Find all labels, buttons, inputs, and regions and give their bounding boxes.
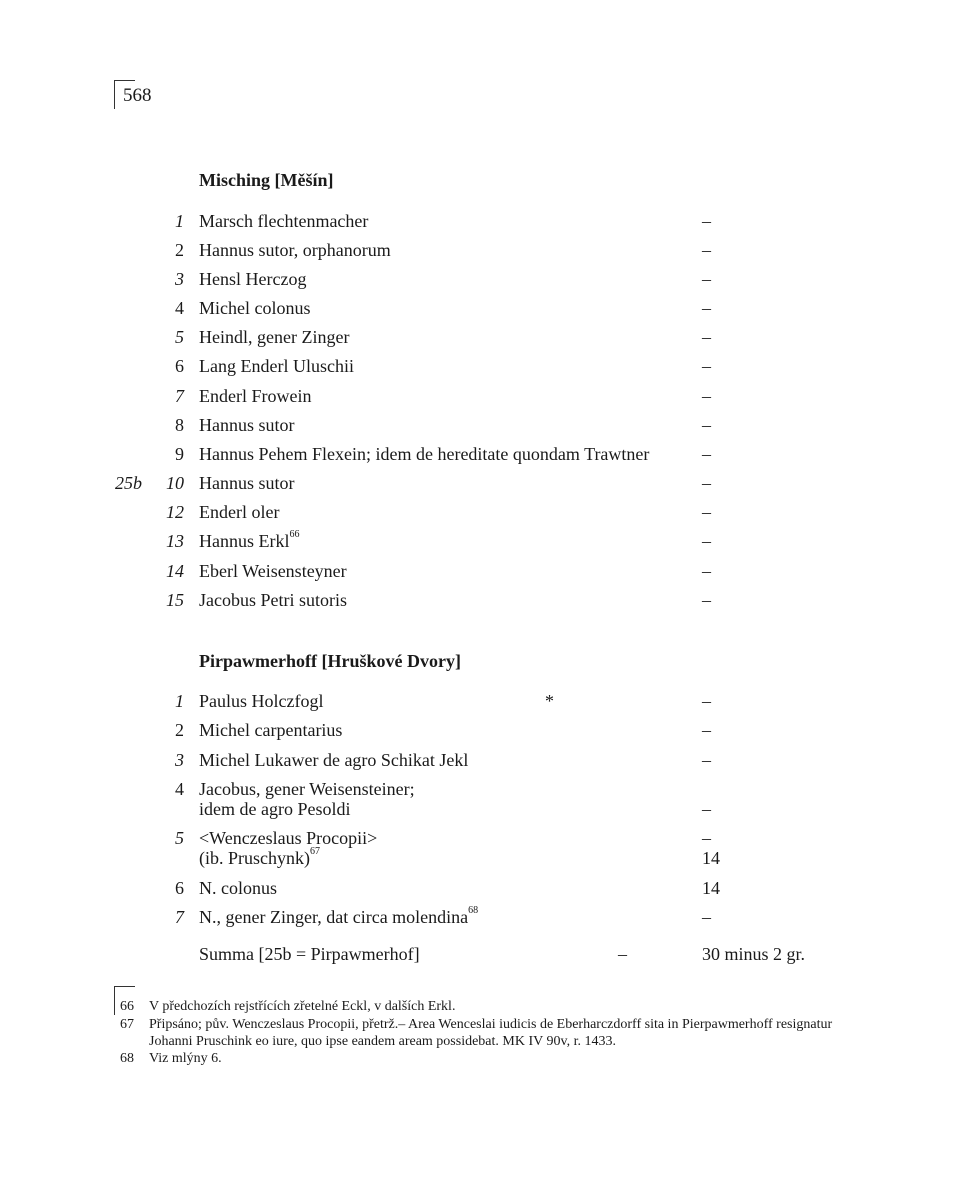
entry-name: Marsch flechtenmacher [199, 211, 369, 231]
footnote-number: 68 [120, 1051, 134, 1066]
entry-name: N. colonus [199, 878, 277, 898]
entry-name: Michel Lukawer de agro Schikat Jekl [199, 750, 469, 770]
entry-name: Hannus sutor, orphanorum [199, 240, 391, 260]
row-number: 5 [175, 327, 184, 347]
footnote-ref: 66 [289, 529, 300, 540]
entry-name: Enderl oler [199, 502, 280, 522]
summa-dash: – [618, 944, 627, 964]
entry-value: 14 [702, 878, 720, 898]
row-number: 6 [175, 356, 184, 376]
row-number: 15 [166, 590, 184, 610]
entry-value: – [702, 473, 711, 493]
footnote-text: Připsáno; pův. Wenczeslaus Procopii, přetrž.– Area Wenceslai iudicis de Eberharczdorff sita in Pierpawmerhoff resignatur Johanni Pruschink eo iure, quo ipse eandem aream possidebat. MK IV 90v, r. 1433. [149, 1017, 833, 1049]
row-number: 12 [166, 502, 184, 522]
row-number: 2 [175, 240, 184, 260]
entry-value: – [702, 750, 711, 770]
entry-name: Jacobus, gener Weisensteiner; [199, 779, 415, 799]
entry-name: Eberl Weisensteyner [199, 561, 347, 581]
summa-label: Summa [25b = Pirpawmerhof] [199, 944, 420, 964]
entry-value: – [702, 269, 711, 289]
entry-value: – [702, 799, 711, 819]
row-number: 8 [175, 415, 184, 435]
footnote-ref: 68 [468, 905, 479, 916]
entry-value: – [702, 531, 711, 551]
entry-value: – [702, 415, 711, 435]
entry-value: – [702, 590, 711, 610]
row-number: 3 [175, 269, 184, 289]
row-number: 10 [166, 473, 184, 493]
entry-name: Hannus sutor [199, 473, 295, 493]
row-number: 6 [175, 878, 184, 898]
entry-value: – [702, 691, 711, 711]
entry-continuation: idem de agro Pesoldi [199, 799, 351, 819]
row-number: 13 [166, 531, 184, 551]
entry-name: Hensl Herczog [199, 269, 307, 289]
footnote-text: V předchozích rejstřících zřetelné Eckl, v dalších Erkl. [149, 999, 456, 1014]
row-number: 1 [175, 691, 184, 711]
entry-value: – [702, 298, 711, 318]
entry-name: Heindl, gener Zinger [199, 327, 350, 347]
section-heading: Pirpawmerhoff [Hruškové Dvory] [199, 651, 461, 671]
entry-value: – [702, 211, 711, 231]
entry-value: – [702, 561, 711, 581]
summa-total: 30 minus 2 gr. [702, 944, 806, 964]
entry-name: Michel colonus [199, 298, 311, 318]
entry-value: – [702, 828, 711, 848]
entry-name: Lang Enderl Uluschii [199, 356, 354, 376]
row-number: 4 [175, 298, 184, 318]
row-number: 2 [175, 720, 184, 740]
entry-name: <Wenczeslaus Procopii> [199, 828, 378, 848]
entry-value: – [702, 502, 711, 522]
page-number: 568 [123, 85, 152, 106]
row-number: 3 [175, 750, 184, 770]
entry-value: – [702, 720, 711, 740]
entry-value: – [702, 386, 711, 406]
entry-name: Jacobus Petri sutoris [199, 590, 347, 610]
row-number: 14 [166, 561, 184, 581]
entry-name: Michel carpentarius [199, 720, 343, 740]
entry-mark: * [545, 691, 554, 711]
entry-name: Enderl Frowein [199, 386, 312, 406]
footnote-text: Viz mlýny 6. [149, 1051, 222, 1066]
row-number: 7 [175, 907, 184, 927]
section-heading: Misching [Měšín] [199, 170, 334, 190]
footnote-ref: 67 [310, 846, 320, 857]
entry-value: – [702, 356, 711, 376]
entry-name: Paulus Holczfogl [199, 691, 324, 711]
footnote-number: 66 [120, 999, 134, 1014]
row-number: 5 [175, 828, 184, 848]
entry-name: Hannus sutor [199, 415, 295, 435]
row-number: 4 [175, 779, 184, 799]
entry-name: Hannus Erkl$^{66}$ [199, 529, 300, 551]
row-number: 9 [175, 444, 184, 464]
entry-continuation: (ib. Pruschynk)$^{67}$ [199, 846, 320, 868]
entry-value: – [702, 907, 711, 927]
row-number: 7 [175, 386, 184, 406]
entry-value: – [702, 444, 711, 464]
entry-value: – [702, 240, 711, 260]
entry-value: – [702, 327, 711, 347]
footnote-number: 67 [120, 1017, 134, 1032]
entry-name: N., gener Zinger, dat circa molendina$^{68}$ [199, 905, 479, 927]
row-number: 1 [175, 211, 184, 231]
folio-marker: 25b [115, 473, 142, 493]
entry-name: Hannus Pehem Flexein; idem de hereditate quondam Trawtner [199, 444, 650, 464]
entry-value: 14 [702, 848, 720, 868]
